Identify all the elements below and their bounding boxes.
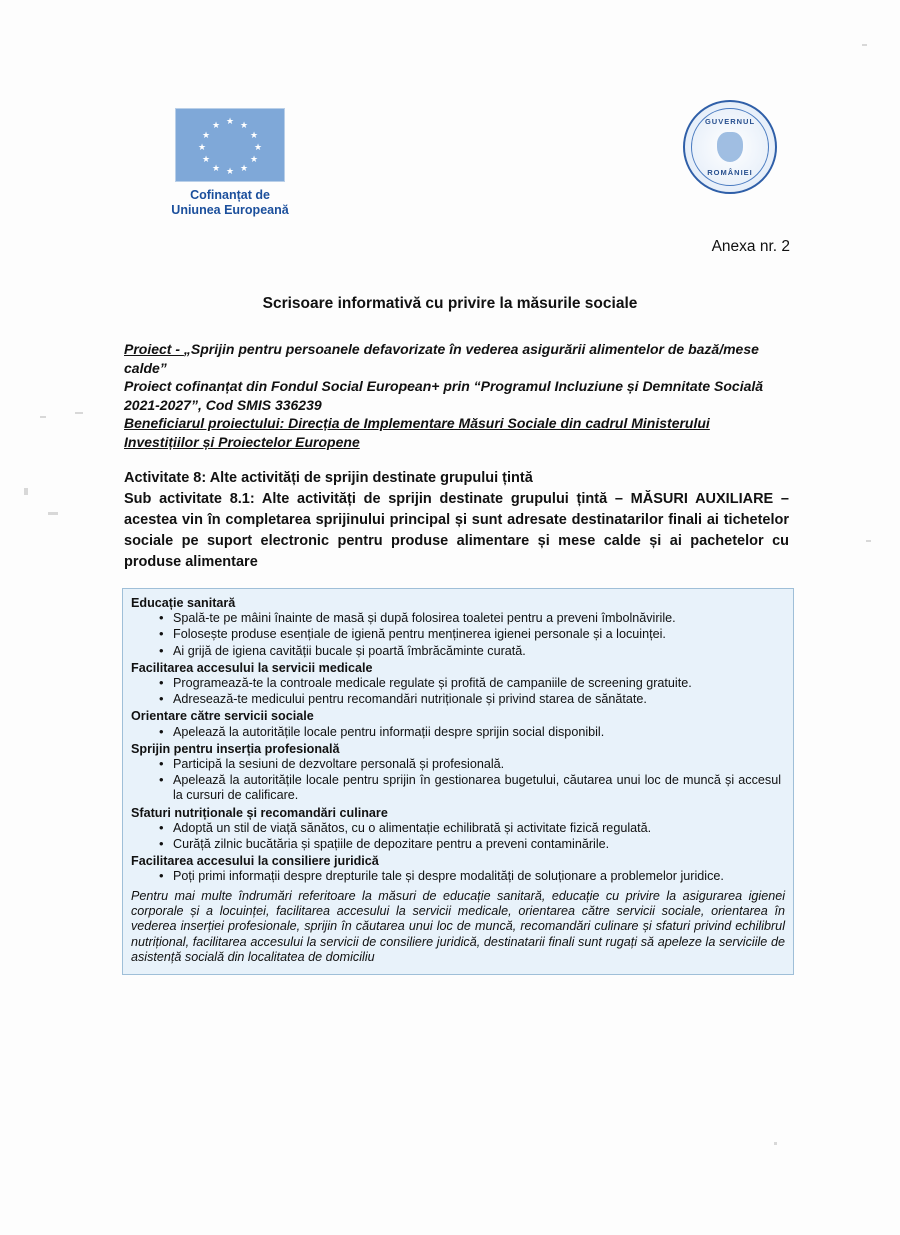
government-logo-block xyxy=(660,100,800,194)
list-item: • Adoptă un stil de viață sănătos, cu o alimentație echilibrată și activitate fizică regulată. xyxy=(173,821,785,836)
project-line xyxy=(124,340,784,377)
scan-artifact xyxy=(75,412,83,414)
measures-section-heading: Sprijin pentru inserția profesională xyxy=(131,741,340,756)
project-name: „Sprijin pentru persoanele defavorizate în vederea asigurării alimentelor de bază/mese calde” xyxy=(124,341,759,376)
scan-artifact xyxy=(774,1142,777,1145)
measures-section-heading: Educație sanitară xyxy=(131,596,236,610)
measures-list xyxy=(131,757,785,804)
activity-block xyxy=(124,468,789,573)
measures-box xyxy=(122,588,794,975)
page-title: Scrisoare informativă cu privire la măsurile sociale xyxy=(262,295,638,312)
measures-section-heading: Orientare către servicii sociale xyxy=(131,709,314,724)
government-seal-emblem xyxy=(717,132,743,162)
list-item: • Programează-te la controale medicale regulate și profită de campaniile de screening gratuite. xyxy=(173,676,785,691)
project-info-block xyxy=(124,340,784,451)
list-item: • Apelează la autoritățile locale pentru sprijin în gestionarea bugetului, căutarea unui loc de muncă și accesul la cursuri de calificare. xyxy=(173,773,785,803)
eu-logo-caption-line2: Uniunea Europeană xyxy=(171,203,289,217)
project-label: Proiect - xyxy=(124,341,184,357)
annex-label: Anexa nr. 2 xyxy=(711,238,790,255)
measures-section-heading: Facilitarea accesului la servicii medicale xyxy=(131,660,373,675)
scan-artifact xyxy=(866,540,871,542)
eu-logo-caption xyxy=(140,188,320,218)
measures-list xyxy=(131,725,785,740)
subactivity-line xyxy=(124,489,789,573)
measures-footer-note: Pentru mai multe îndrumări referitoare la măsuri de educație sanitară, educație cu privire la asigurarea igienei corporale și a locuinței, facilitarea accesului la servicii medicale, orientarea către servicii sociale, orientarea în vederea inserției profesionale, sprijin în căutarea unui loc de muncă, recomandări culinare și sfaturi privind echilibrul nutrițional, facilitarea accesului la servicii de consiliere juridică, destinatarii finali sunt rugați să apeleze la serviciile de asistență socială din localitatea de domiciliu xyxy=(131,888,785,965)
list-item: • Ai grijă de igiena cavității bucale și poartă îmbrăcăminte curată. xyxy=(173,644,785,659)
header-logos xyxy=(0,100,900,230)
eu-logo-caption-line1: Cofinanțat de xyxy=(190,188,270,202)
measures-list xyxy=(131,821,785,852)
list-item: • Apelează la autoritățile locale pentru informații despre sprijin social disponibil. xyxy=(173,725,785,740)
subactivity-label: Sub activitate 8.1: xyxy=(124,491,255,507)
activity-label: Activitate 8: xyxy=(124,470,207,486)
government-seal-icon xyxy=(683,100,777,194)
project-cofinancing: Proiect cofinanțat din Fondul Social European+ prin “Programul Incluziune și Demnitate Socială 2021-2027”, Cod SMIS 336239 xyxy=(124,378,764,413)
measures-list xyxy=(131,676,785,707)
scan-artifact xyxy=(24,488,28,495)
activity-text: Alte activități de sprijin destinate grupului țintă xyxy=(209,470,533,486)
measures-section-heading: Facilitarea accesului la consiliere juridică xyxy=(131,854,379,869)
measures-list xyxy=(131,611,785,659)
project-beneficiary: Beneficiarul proiectului: Direcția de Implementare Măsuri Sociale din cadrul Ministerului Investițiilor și Proiectelor Europene xyxy=(124,415,710,450)
activity-line xyxy=(124,468,789,489)
measures-section-heading: Sfaturi nutriționale și recomandări culinare xyxy=(131,805,388,820)
eu-flag-icon: ★ ★ ★ ★ ★ ★ ★ ★ ★ ★ ★ ★ xyxy=(175,108,285,182)
list-item: • Poți primi informații despre drepturile tale și despre modalități de soluționare a problemelor juridice. xyxy=(173,869,785,884)
scan-artifact xyxy=(48,512,58,515)
list-item: • Participă la sesiuni de dezvoltare personală și profesională. xyxy=(173,757,785,772)
list-item: • Spală-te pe mâini înainte de masă și după folosirea toaletei pentru a preveni îmbolnăvirile. xyxy=(173,611,785,626)
eu-logo-block xyxy=(140,108,320,218)
list-item: • Adresează-te medicului pentru recomandări nutriționale și privind starea de sănătate. xyxy=(173,692,785,707)
measures-list xyxy=(131,869,785,884)
government-seal-bottom-text: ROMÂNIEI xyxy=(707,168,753,177)
list-item: • Folosește produse esențiale de igienă pentru menținerea igienei personale și a locuinței. xyxy=(173,627,785,642)
list-item: • Curăță zilnic bucătăria și spațiile de depozitare pentru a preveni contaminările. xyxy=(173,837,785,852)
government-seal-top-text: GUVERNUL xyxy=(704,117,756,126)
scan-artifact xyxy=(862,44,867,46)
subactivity-text: Alte activități de sprijin destinate grupului țintă – MĂSURI AUXILIARE – acestea vin în completarea sprijinului principal și sunt adresate destinatarilor finali ai tichetelor sociale pe suport electronic pentru produse alimentare și mese calde și ai pachetelor cu produse alimentare xyxy=(124,491,790,570)
scan-artifact xyxy=(40,416,46,418)
